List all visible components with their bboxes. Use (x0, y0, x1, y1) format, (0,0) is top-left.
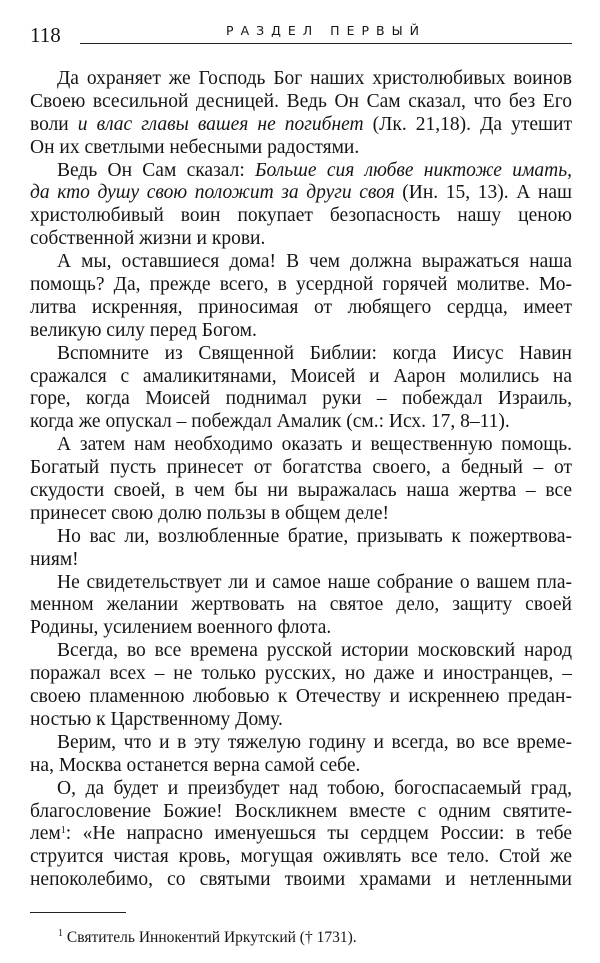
text-run: А мы, оставшиеся дома! В чем должна выражаться наша (57, 251, 572, 273)
text-run: : «Не напрасно именуешься ты сердцем России: в тебе (65, 823, 572, 845)
text-run: Не свидетельствует ли и самое наше собрание о вашем пла- (57, 571, 572, 593)
text-run: ниям! (30, 548, 79, 570)
text-line (30, 526, 572, 549)
text-run: собственной жизни и крови. (30, 228, 266, 250)
text-run: когда же опускал – побеждал Амалик (см.: Исх. 17, 8–11). (30, 411, 510, 433)
text-line (30, 343, 572, 366)
text-line (30, 686, 572, 709)
text-line (30, 251, 572, 274)
running-head: РАЗДЕЛ ПЕРВЫЙ (226, 23, 426, 38)
text-run: Вспомните из Священной Библии: когда Иисус Навин (57, 342, 572, 364)
text-run: на, Москва останется верна самой себе. (30, 754, 361, 776)
text-line (30, 228, 572, 251)
text-line (30, 91, 572, 114)
text-run: Своею всесильной десницей. Ведь Он Сам сказал, что без Его (30, 90, 572, 112)
text-run: Ведь Он Сам сказал: (57, 159, 256, 181)
text-line (30, 366, 572, 389)
footnote-rule (30, 912, 126, 913)
footnote-reference: 1 (60, 825, 66, 837)
text-run: благословение Божие! Воскликнем вместе с одним святите- (30, 800, 572, 822)
text-run: струится чистая кровь, могущая оживлять все тело. Стой же (30, 846, 572, 868)
text-line (30, 663, 572, 686)
text-line (30, 411, 572, 434)
text-run: своею пламенною любовью к Отечеству и искреннею предан- (30, 686, 572, 708)
text-run: (Лк. 21,18). Да утешит (363, 113, 572, 135)
text-line (30, 549, 572, 572)
page-body-text (30, 68, 572, 892)
text-line (30, 297, 572, 320)
text-line (30, 572, 572, 595)
text-line (30, 709, 572, 732)
text-line (30, 823, 572, 846)
text-line (30, 503, 572, 526)
text-line (30, 617, 572, 640)
footnote-text: Святитель Иннокентий Иркутский († 1731). (63, 929, 357, 946)
page-number: 118 (30, 23, 61, 47)
text-line (30, 801, 572, 824)
text-line (30, 869, 572, 892)
text-run: ностью к Царственному Дому. (30, 708, 283, 730)
scripture-quote: и влас главы вашея не погибнет (77, 113, 364, 135)
text-line (30, 388, 572, 411)
text-run: Богатый пусть принесет от богатства своего, а бедный – от (30, 457, 572, 479)
text-run: скудости своей, в чем бы ни выражалась наша жертва – все (30, 480, 572, 502)
text-run: (Ин. 15, 13). А наш (394, 182, 572, 204)
text-run: Родины, усилением военного флота. (30, 617, 332, 639)
text-line (30, 732, 572, 755)
text-line (30, 320, 572, 343)
text-run: Верим, что и в эту тяжелую годину и всегда, во все време- (57, 731, 572, 753)
text-run: О, да будет и преизбудет над тобою, богоспасаемый град, (57, 777, 572, 799)
text-run: великую силу перед Богом. (30, 319, 257, 341)
text-line (30, 68, 572, 91)
footnote-marker: 1 (58, 928, 63, 939)
text-line (30, 160, 572, 183)
text-run: принесет свою долю пользы в общем деле! (30, 502, 389, 524)
text-run: Но вас ли, возлюбленные братие, призывать к пожертвова- (57, 525, 572, 547)
text-line (30, 640, 572, 663)
page-header (30, 22, 572, 48)
text-line (30, 755, 572, 778)
text-line (30, 274, 572, 297)
text-line (30, 846, 572, 869)
text-run: Он их светлыми небесными радостями. (30, 136, 360, 158)
text-line (30, 434, 572, 457)
text-run: воли (30, 113, 78, 135)
text-run: христолюбивый воин покупает безопасность нашу ценою (30, 205, 572, 227)
text-run: А затем нам необходимо оказать и вещественную помощь. (57, 434, 572, 456)
text-line (30, 778, 572, 801)
text-line (30, 137, 572, 160)
text-run: Всегда, во все времена русской истории московский народ (57, 640, 572, 662)
scripture-quote: Больше сия любве никтоже имать, (255, 159, 572, 181)
text-run: менном желании жертвовать на святое дело, защиту своей (30, 594, 572, 616)
text-run: Да охраняет же Господь Бог наших христолюбивых воинов (57, 68, 572, 89)
text-run: непоколебимо, со святыми твоими храмами и нетленными (30, 869, 572, 891)
text-line (30, 205, 572, 228)
text-run: сражался с амаликитянами, Моисей и Аарон молились на (30, 365, 572, 387)
text-run: помощь? Да, прежде всего, в усердной горячей молитве. Мо- (30, 274, 572, 296)
text-run: лем (30, 823, 61, 845)
header-rule (80, 43, 572, 44)
footnote (58, 928, 357, 948)
text-line (30, 594, 572, 617)
text-run: литва искренняя, приносимая от любящего сердца, имеет (30, 296, 572, 318)
text-line (30, 480, 572, 503)
scripture-quote: да кто душу свою положит за други своя (30, 182, 395, 204)
text-run: горе, когда Моисей поднимал руки – побеждал Израиль, (30, 388, 572, 410)
text-line (30, 182, 572, 205)
text-line (30, 457, 572, 480)
text-run: поражал всех – не только русских, но даже и иностранцев, – (30, 663, 572, 685)
text-line (30, 114, 572, 137)
